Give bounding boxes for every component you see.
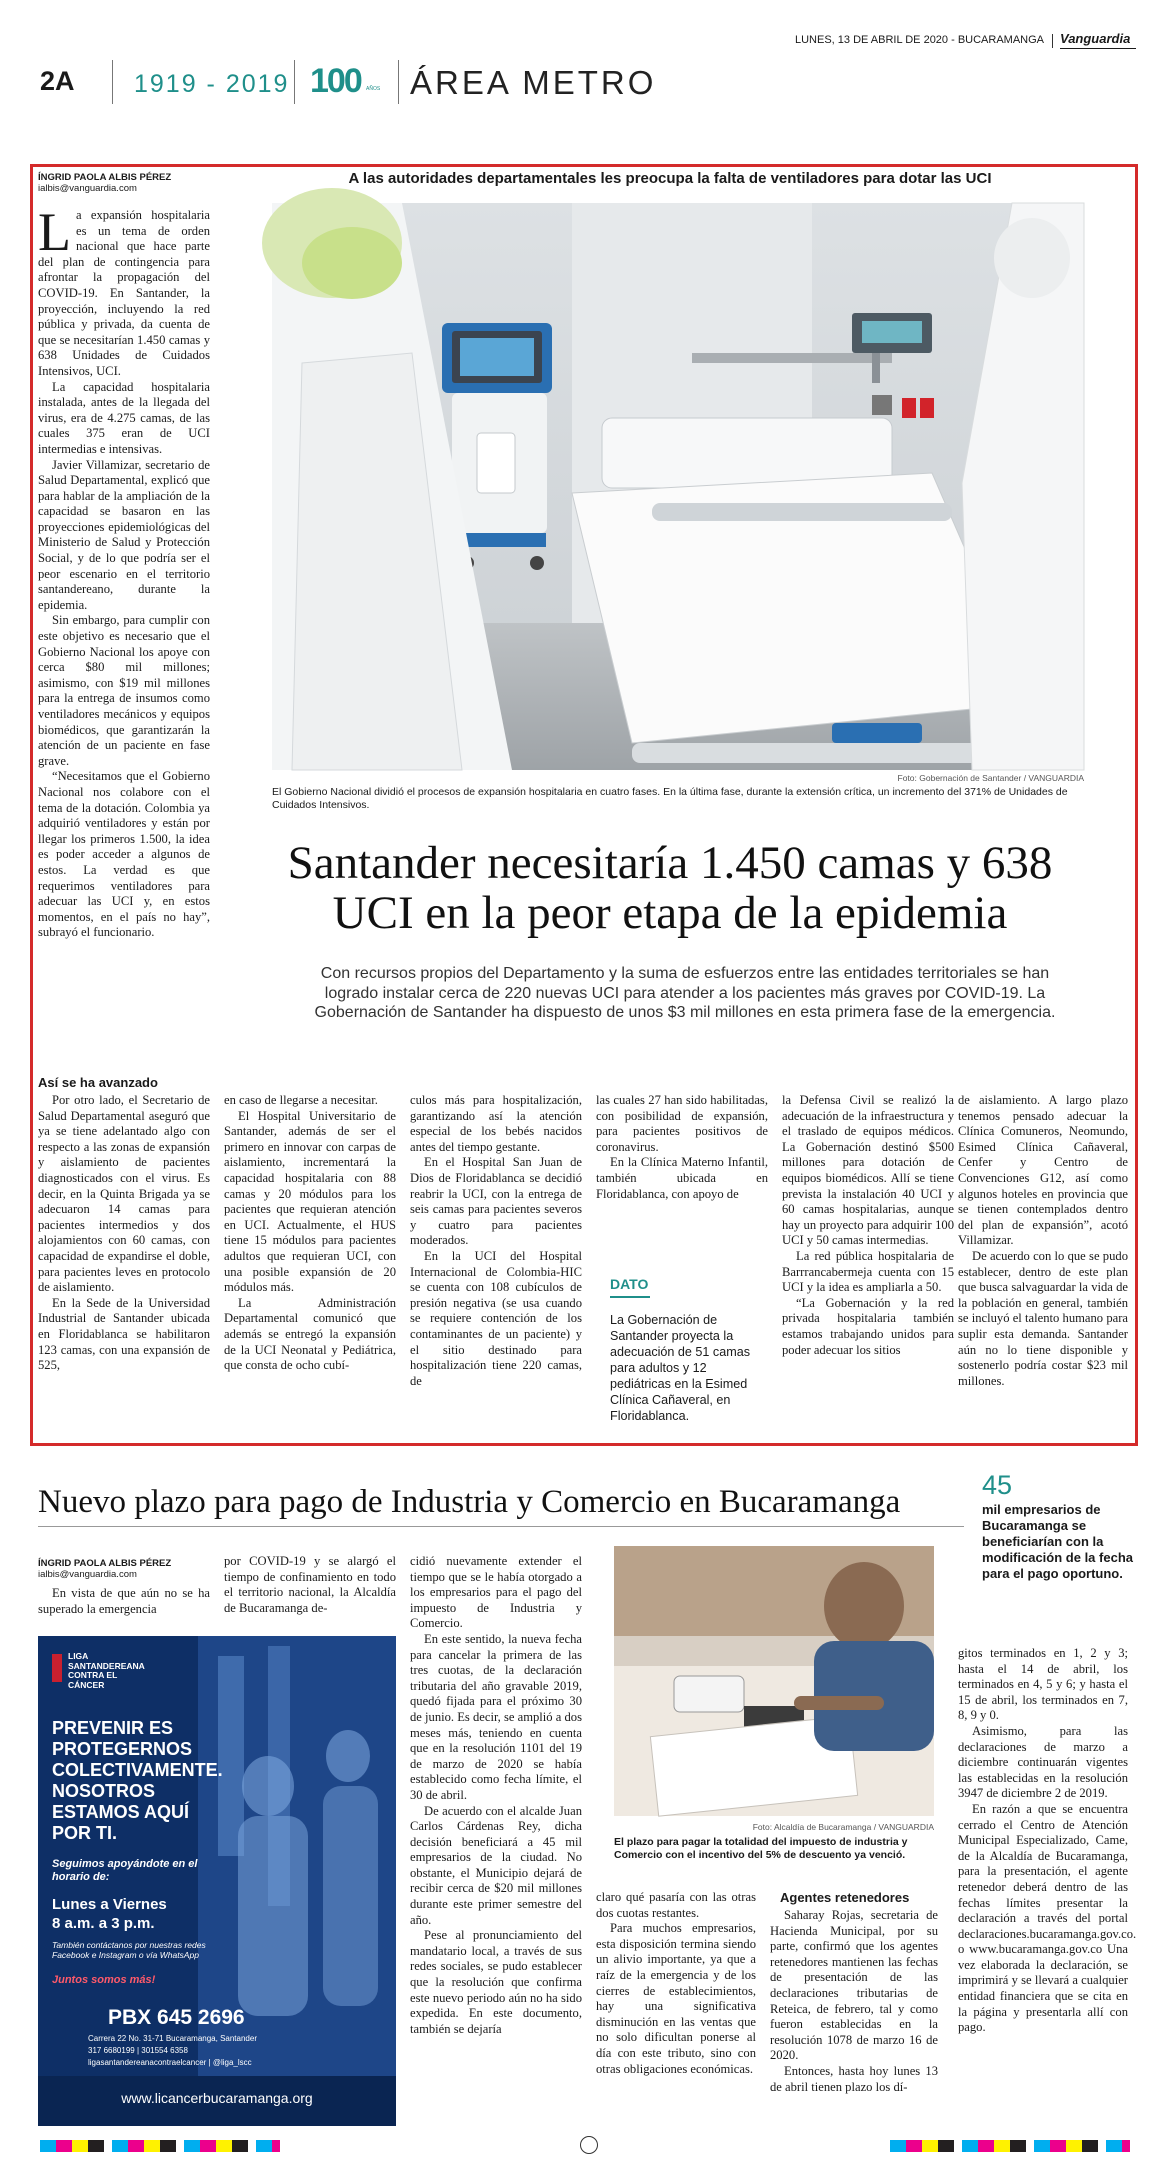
- ad-logo-mark: [52, 1654, 62, 1682]
- cancer-league-ad: [38, 1636, 396, 2126]
- main-column-3: [410, 1093, 582, 1438]
- anniversary-logo: 100: [310, 62, 361, 100]
- dato-rule: [610, 1296, 650, 1298]
- col3-paragraph: En la UCI del Hospital Internacional de Colombia-HIC se cuenta con 108 cubículos de presión negativa (se usa cuando se requiere contención de los contaminantes de un paciente) y el sitio destinado para hospitalización tiene 220 camas, de: [410, 1248, 582, 1388]
- ad-social: ligasantandereanacontraelcancer | @liga_lscc: [88, 2058, 252, 2067]
- col1-paragraph: En la Sede de la Universidad Industrial de Santander ubicada en Floridablanca se habilitaron 123 camas, con una expansión de 525,: [38, 1295, 210, 1373]
- masthead-divider-2: [294, 60, 295, 104]
- col3-paragraph: culos más para hospitalización, garantizando así la atención especial de los bebés nacidos antes del tiempo gestante.: [410, 1093, 582, 1154]
- main-column-2: [224, 1093, 396, 1438]
- second-byline: [38, 1558, 228, 1580]
- date-separator: [1052, 34, 1053, 48]
- photo-header: A las autoridades departamentales les preocupa la falta de ventiladores para dotar las UCI: [348, 170, 992, 187]
- second-byline-email: ialbis@vanguardia.com: [38, 1569, 137, 1580]
- print-color-bar-right: [890, 2140, 1130, 2152]
- col3-paragraph: En el Hospital San Juan de Dios de Floridablanca se decidió reabrir la UCI, con la entrega de seis camas para pacientes severos y cuatro para pacientes moderados.: [410, 1155, 582, 1248]
- dato-label: DATO: [610, 1276, 649, 1292]
- ad-address: Carrera 22 No. 31-71 Bucaramanga, Santander: [88, 2034, 257, 2043]
- main-column-1: [38, 1093, 210, 1438]
- second-col4-paragraph: Para muchos empresarios, esta disposición termina siendo un alivio importante, ya que a raíz de la emergencia y de los cierres de establecimientos, hay una significativa disminución en las ventas que no solo dificultan ponerse al día con este tributo, sino con otras obligaciones económicas.: [596, 1921, 756, 2076]
- hospital-photo: [272, 203, 1084, 770]
- ad-tagline: Juntos somos más!: [52, 1974, 156, 1986]
- ad-headline: PREVENIR ES PROTEGERNOS COLECTIVAMENTE. NOSOTROS ESTAMOS AQUÍ POR TI.: [52, 1718, 223, 1843]
- second-headline: Nuevo plazo para pago de Industria y Comercio en Bucaramanga: [38, 1484, 901, 1520]
- ad-social-note: También contáctanos por nuestras redes Facebook e Instagram o vía WhatsApp: [52, 1940, 206, 1960]
- main-sidebar-column: [38, 202, 210, 1076]
- ad-hours: 8 a.m. a 3 p.m.: [52, 1915, 155, 1932]
- second-column-5: [770, 1908, 938, 2130]
- main-column-5: [782, 1093, 954, 1438]
- second-col3-paragraph: cidió nuevamente extender el tiempo que se le había otorgado a los empresarios para el pago del impuesto de Industria y Comercio.: [410, 1554, 582, 1631]
- col2-paragraph: La Administración Departamental comunicó que además se entregó la expansión de la UCI Neonatal y Pediátrica, que consta de ocho cubí-: [224, 1295, 396, 1373]
- stat-number: 45: [982, 1470, 1013, 1500]
- second-photo-credit: Foto: Alcaldía de Bucaramanga / VANGUARDIA: [752, 1822, 934, 1832]
- second-column-3: [410, 1554, 582, 2129]
- second-column-2: [224, 1554, 396, 1620]
- second-col3-paragraph: De acuerdo con el alcalde Juan Carlos Cárdenas Rey, dicha decisión beneficiará a 45 mil empresarios de la ciudad. No obstante, el Municipio dejará de recibir cerca de $20 mil millones durante este primer semestre del año.: [410, 1803, 582, 1927]
- col1-paragraph: Por otro lado, el Secretario de Salud Departamental aseguró que ya se tiene adelantado algo con respecto a las zonas de expansión y aislamiento de pacientes diagnosticados con el virus. Es decir, en la Quinta Brigada ya se adecuaron 14 camas para pacientes intermedios y dos alojamientos con 60 camas, con capacidad de expandirse el doble, para pacientes leves en protocolo de aislamiento.: [38, 1093, 210, 1295]
- main-column-4: [596, 1093, 768, 1201]
- masthead-divider: [112, 60, 113, 104]
- brand-logo: Vanguardia: [1060, 31, 1131, 46]
- photo-credit: Foto: Gobernación de Santander / VANGUARDIA: [897, 773, 1084, 783]
- dato-text: La Gobernación de Santander proyecta la adecuación de 51 camas para adultos y 12 pediátricas en la Esimed Clínica Cañaveral, en Floridablanca.: [610, 1313, 751, 1423]
- col5-paragraph: La red pública hospitalaria de Barrrancabermeja cuenta con 15 UCI y la idea es ampliarla a 50.: [782, 1248, 954, 1295]
- main-column-6: [958, 1093, 1128, 1438]
- col2-paragraph: El Hospital Universitario de Santander, además de ser el primero en innovar con carpas de aislamiento, incrementará la capacidad hospitalaria con 88 camas y 20 módulos para los pacientes que requieran atención en UCI. Actualmente, el HUS tiene 15 módulos para pacientes adultos que requieran UCI, con una posible expansión de 20 módulos más.: [224, 1108, 396, 1295]
- ad-org-name: LIGA SANTANDEREANA CONTRA EL CÁNCER: [68, 1651, 145, 1690]
- second-byline-name: ÍNGRID PAOLA ALBIS PÉREZ: [38, 1558, 172, 1569]
- sidebar-paragraph-1: La expansión hospitalaria es un tema de orden nacional que hace parte del plan de contingencia para afrontar la propagación del COVID-19. En Santander, la proyección, incluyendo la red pública y privada, da cuenta de que se necesitarían 1.450 camas y 638 Unidades de Cuidados Intensivos, UCI.: [38, 202, 210, 378]
- second-col6-paragraph: En razón a que se encuentra cerrado el Centro de Atención Municipal Especializado, Came, de la Alcaldía de Bucaramanga, para la presentación, el agente retenedor deberá dentro de las fechas límites presentar la declaración a través del portal declaraciones.bucaramanga.gov.co. o www.bucaramanga.gov.co Una vez elaborada la declaración, se imprimirá y se llevará a cualquier entidad financiera que se cita en la página y presentarla allí con pago.: [958, 1801, 1137, 2035]
- main-headline-line-1: Santander necesitaría 1.450 camas y 638: [287, 837, 1053, 889]
- second-photo-caption: El plazo para pagar la totalidad del impuesto de industria y Comercio con el incentivo del 5% de descuento ya venció.: [614, 1836, 908, 1861]
- second-col5-paragraph: Saharay Rojas, secretaria de Hacienda Municipal, por su parte, confirmó que los agentes retenedores mantienen las fechas de presentación de las declaraciones tributarias de Reteica, de febrero, tal y como fueron establecidas en la resolución 1078 de marzo 16 de 2020.: [770, 1908, 938, 2063]
- main-byline-email: ialbis@vanguardia.com: [38, 183, 137, 194]
- second-col3-paragraph: Pese al pronunciamiento del mandatario local, a través de sus redes sociales, se pudo establecer que la resolución que confirma este nuevo periodo aún no ha sido expedida. En este documento, también se dejaría: [410, 1928, 582, 2036]
- col6-paragraph: De acuerdo con lo que se pudo establecer, dentro de este plan que busca salvaguardar la vida de la población en general, también se incluyó el talento humano para suplir esta demanda. Santander aún no lo tiene disponible y sostenerlo podría costar $23 mil millones.: [958, 1248, 1128, 1388]
- drop-cap: L: [38, 202, 71, 262]
- desk-photo: [614, 1546, 934, 1816]
- masthead-divider-3: [398, 60, 399, 104]
- headline-rule: [38, 1526, 964, 1527]
- ad-subtitle: Seguimos apoyándote en el horario de:: [52, 1858, 198, 1883]
- anniversary-logo-small: AÑOS: [366, 86, 381, 92]
- col5-paragraph: “La Gobernación y la red privada hospitalaria también estamos trabajando unidos para poder adecuar los sitios: [782, 1295, 954, 1357]
- col2-paragraph: en caso de llegarse a necesitar.: [224, 1093, 378, 1107]
- main-lead: Con recursos propios del Departamento y la suma de esfuerzos entre las entidades territoriales se han logrado instalar cerca de 220 nuevas UCI para atender a los pacientes más graves por COVID-19. La Gobernación de Santander ha dispuesto de unos $3 mil millones en esta primera fase de la emergencia.: [314, 965, 1056, 1021]
- second-col4-paragraph: claro qué pasaría con las otras dos cuotas restantes.: [596, 1890, 756, 1920]
- main-headline-line-2: UCI en la peor etapa de la epidemia: [332, 887, 1008, 939]
- col4-paragraph: En la Clínica Materno Infantil, también ubicada en Floridablanca, con apoyo de: [596, 1155, 768, 1201]
- main-byline: [38, 172, 228, 194]
- second-col6-paragraph: Asimismo, para las declaraciones de marzo a diciembre continuarán vigentes las establecidas en la resolución 3947 de diciembre 2 de 2019.: [958, 1723, 1128, 1801]
- main-byline-name: ÍNGRID PAOLA ALBIS PÉREZ: [38, 172, 172, 183]
- date-line: LUNES, 13 DE ABRIL DE 2020 - BUCARAMANGA: [794, 34, 1044, 46]
- ad-phones: 317 6680199 | 301554 6358: [88, 2046, 188, 2055]
- print-color-bar-left: [40, 2140, 280, 2152]
- col6-paragraph: de aislamiento. A largo plazo tenemos pensado adecuar la Clínica Comuneros, Neomundo, Esimed Clínica Cañaveral, Cenfer y Centro de Convenciones G12, así como algunos hoteles en provincia que se tienen contemplados dentro del plan de expansión”, acotó Villamizar.: [958, 1093, 1128, 1248]
- second-col1-paragraph: En vista de que aún no se ha superado la emergencia: [38, 1586, 210, 1616]
- subhead-agentes: Agentes retenedores: [780, 1890, 910, 1905]
- second-column-6: [958, 1646, 1137, 2130]
- second-col5-paragraph: Entonces, hasta hoy lunes 13 de abril tienen plazo los dí-: [770, 2063, 938, 2094]
- main-headline: [230, 838, 1110, 938]
- second-col2-paragraph: por COVID-19 y se alargó el tiempo de confinamiento en todo el territorio nacional, la Alcaldía de Bucaramanga de-: [224, 1554, 396, 1615]
- sidebar-paragraph-2: La capacidad hospitalaria instalada, antes de la llegada del virus, era de 4.275 camas, de las cuales 375 eran de UCI intermedias e intensivas.: [38, 379, 210, 456]
- brand-underline: [1060, 48, 1136, 49]
- second-col6-paragraph: gitos terminados en 1, 2 y 3; hasta el 14 de abril, los terminados en 4, 5 y 6; y hasta el 15 de abril, los terminados en 7, 8, 9 y 0.: [958, 1646, 1128, 1723]
- registration-mark-icon: [580, 2136, 598, 2154]
- page-number: 2A: [40, 66, 75, 96]
- stat-text: mil empresarios de Bucaramanga se beneficiarían con la modificación de la fecha para el pago oportuno.: [982, 1502, 1133, 1581]
- second-column-1: [38, 1586, 210, 1620]
- second-col3-paragraph: En este sentido, la nueva fecha para cancelar la primera de las tres cuotas, de la declaración tributaria del año gravable 2019, quedó fijada para el próximo 30 de junio. Es decir, se amplió a dos meses más, teniendo en cuenta que en la resolución 1101 del 19 de marzo de 2020 se había establecido como fecha límite, el 30 de abril.: [410, 1631, 582, 1802]
- ad-website[interactable]: www.licancerbucaramanga.org: [121, 2090, 313, 2106]
- section-title: ÁREA METRO: [410, 64, 657, 101]
- second-column-4: [596, 1890, 756, 2130]
- col5-paragraph: la Defensa Civil se realizó la adecuación de la infraestructura y el traslado de equipos médicos. La Gobernación destinó $500 millones para dotación de equipos biomédicos. Allí se tiene prevista la instalación 40 UCI y 60 camas hospitalarias, aunque hay un proyecto para adquirir 100 UCI y 50 camas intermedias.: [782, 1093, 954, 1248]
- subhead-avance: Así se ha avanzado: [38, 1075, 158, 1090]
- years-label: 1919 - 2019: [134, 70, 290, 98]
- sidebar-paragraph-3: Javier Villamizar, secretario de Salud Departamental, explicó que para hablar de la ampliación de la capacidad se basaron en las proyecciones epidemiológicas del Ministerio de Salud y Protección Social, y de lo que podría ser el peor escenario en el territorio santandereano, durante la epidemia.: [38, 457, 210, 612]
- ad-pbx: PBX 645 2696: [108, 2006, 245, 2029]
- sidebar-paragraph-5: “Necesitamos que el Gobierno Nacional nos colabore con el tema de la dotación. Colombia ya adquirió ventiladores y están por llegar los primeros 1.500, la idea es poder acceder a algunos de estos. La verdad es que requerimos ventiladores para adecuar las UCI y, en estos momentos, en el país no hay”, subrayó el funcionario.: [38, 769, 210, 940]
- photo-caption: El Gobierno Nacional dividió el procesos de expansión hospitalaria en cuatro fases. En la última fase, durante la extensión crítica, un incremento del 371% de Unidades de Cuidados Intensivos.: [272, 786, 1068, 811]
- ad-days: Lunes a Viernes: [52, 1896, 167, 1913]
- sidebar-paragraph-4: Sin embargo, para cumplir con este objetivo es necesario que el Gobierno Nacional los apoye con cerca $80 mil millones; asimismo, con $19 mil millones para la entrega de insumos como ventiladores mecánicos y equipos biomédicos, que garantizarán la atención de un paciente en fase grave.: [38, 613, 210, 768]
- col4-paragraph: las cuales 27 han sido habilitadas, con posibilidad de expansión, para pacientes positivos de coronavirus.: [596, 1093, 768, 1154]
